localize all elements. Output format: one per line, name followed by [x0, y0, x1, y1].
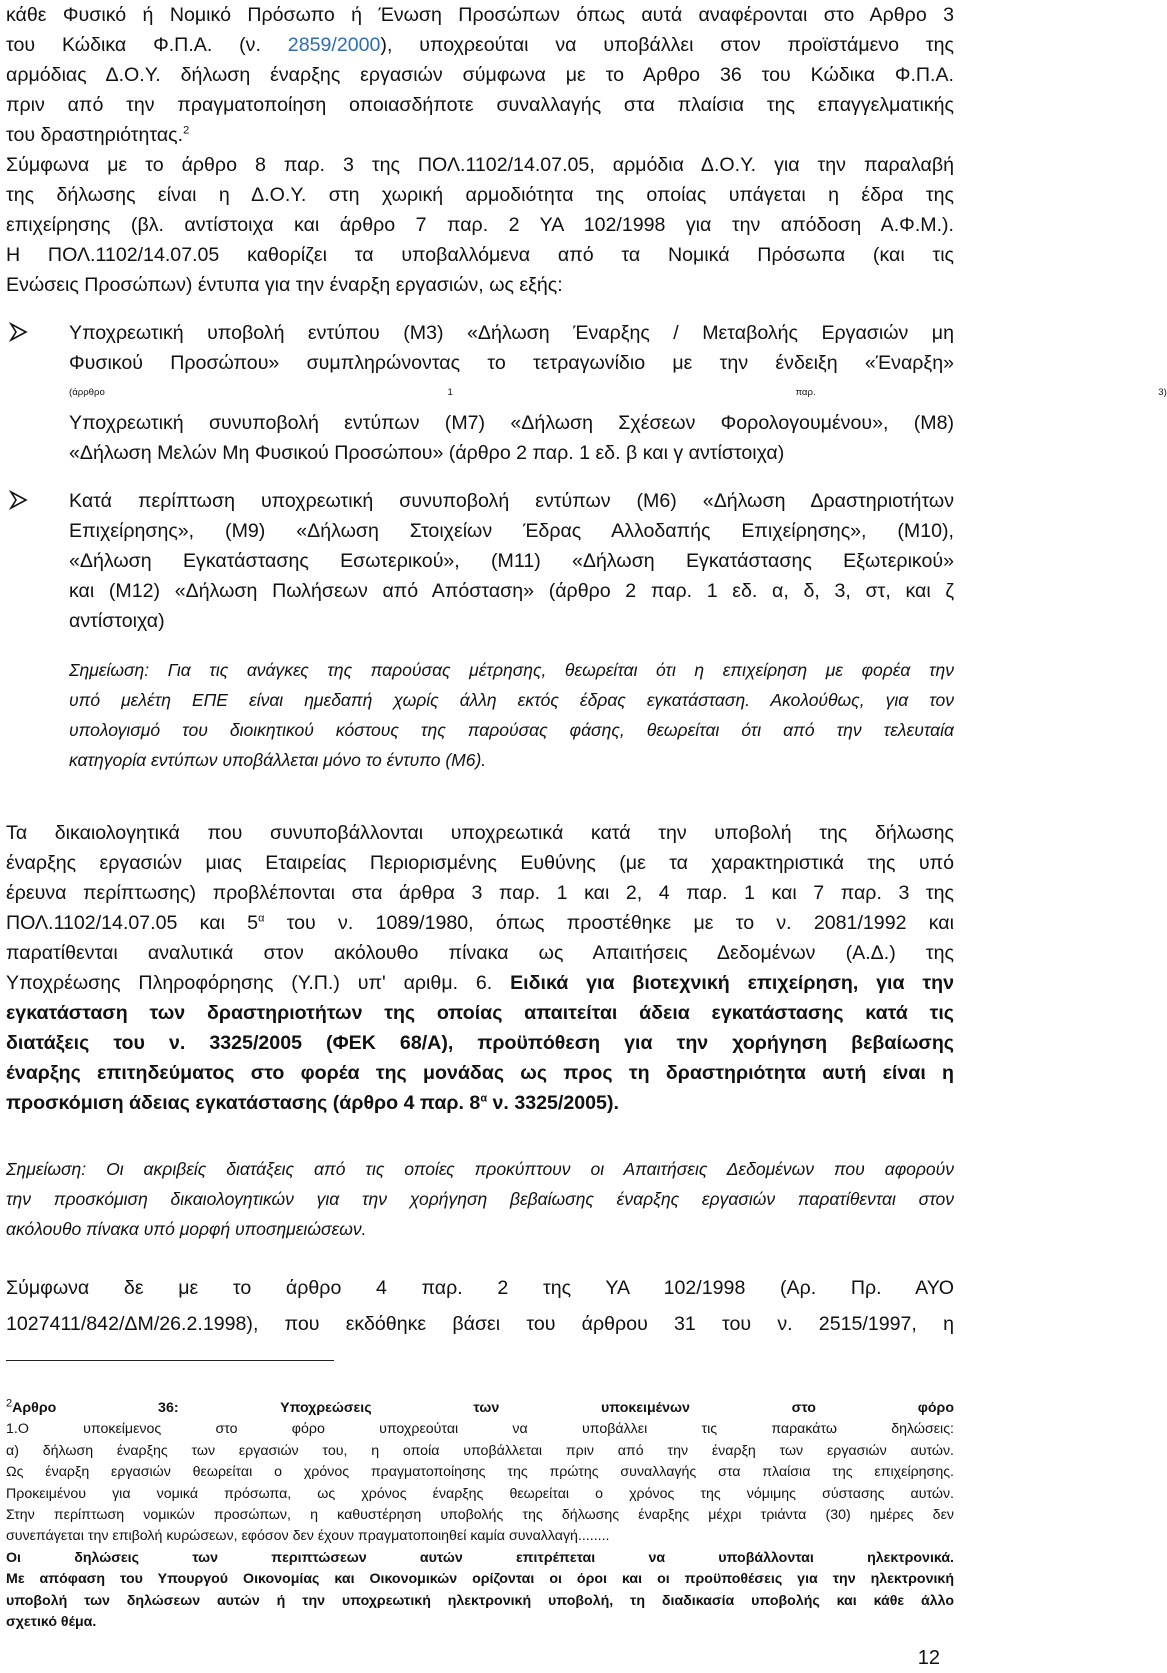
footnote-separator: [6, 1360, 334, 1361]
bullet2-line-5: αντίστοιχα): [69, 610, 165, 632]
footnote-line-3: Ως έναρξη εργασιών θεωρείται ο χρόνος πραγματοποίησης της πρώτης συναλλαγής στα πλαίσια της επιχείρησης.: [6, 1464, 954, 1481]
intro-line-4: πριν από την πραγματοποίηση οποιασδήποτε συναλλαγής στα πλαίσια της επαγγελματικής: [6, 94, 954, 116]
para2-line-1: Τα δικαιολογητικά που συνυποβάλλονται υποχρεωτικά κατά την υποβολή της δήλωσης: [6, 822, 954, 844]
footnote-line-4: Προκειμένου για νομικά πρόσωπα, ως χρόνος έναρξης θεωρείται ο χρόνος της νόμιμης σύστασης αυτών.: [6, 1485, 954, 1502]
footnote-ref[interactable]: 2: [183, 124, 190, 137]
bullet-item: [6, 486, 954, 636]
intro-line-1: κάθε Φυσικό ή Νομικό Πρόσωπο ή Ένωση Προσώπων όπως αυτά αναφέρονται στο Αρθρο 3: [6, 4, 954, 26]
bullet1-line-4: Υποχρεωτική συνυποβολή εντύπων (Μ7) «Δήλωση Σχέσεων Φορολογουμένου», (Μ8): [69, 412, 954, 434]
intro-line-9: Η ΠΟΛ.1102/14.07.05 καθορίζει τα υποβαλλόμενα από τα Νομικά Πρόσωπα (και τις: [6, 244, 954, 266]
law-link[interactable]: 2859/2000: [287, 34, 381, 56]
footnote-line-9: υποβολή των δηλώσεων αυτών ή την υποχρεωτική ηλεκτρονική υποβολή, τη διαδικασία υποβολής και κάθε άλλο: [6, 1592, 954, 1609]
para3-line-1: Σύμφωνα δε με το άρθρο 4 παρ. 2 της ΥΑ 102/1998 (Αρ. Πρ. ΑΥΟ: [6, 1277, 954, 1299]
intro-line-10: Ενώσεις Προσώπων) έντυπα για την έναρξη εργασιών, ως εξής:: [6, 274, 563, 296]
footnote-line-6: συνεπάγεται την επιβολή κυρώσεων, εφόσον δεν έχουν πραγματοποιηθεί καμία συναλλαγή........: [6, 1528, 610, 1545]
footnote-line-10: σχετικό θέμα.: [6, 1614, 97, 1631]
footnote-line-5: Στην περίπτωση νομικών προσώπων, η καθυστέρηση υποβολής της δήλωσης έναρξης μέχρι τριάντα (30) ημέρες δεν: [6, 1507, 954, 1524]
para3-line-2: 1027411/842/ΔΜ/26.2.1998), που εκδόθηκε βάσει του άρθρου 31 του ν. 2515/1997, η: [6, 1313, 954, 1335]
footnote: [6, 1398, 954, 1633]
arrow-bullet-icon: [9, 321, 29, 343]
bullet2-line-1: Κατά περίπτωση υποχρεωτική συνυποβολή εντύπων (Μ6) «Δήλωση Δραστηριοτήτων: [69, 490, 954, 512]
requirements-paragraph: [6, 818, 954, 1118]
bullet2-line-3: «Δήλωση Εγκατάστασης Εσωτερικού», (Μ11) «Δήλωση Εγκατάστασης Εξωτερικού»: [69, 550, 954, 572]
footnote-line-7: Οι δηλώσεις των περιπτώσεων αυτών επιτρέπεται να υποβάλλονται ηλεκτρονικά.: [6, 1549, 954, 1566]
para2-line-9: έναρξης επιτηδεύματος στο φορέα της μονάδας ως προς τη δραστηριότητα αυτή είναι η: [6, 1062, 954, 1084]
footnote-line-2: α) δήλωση έναρξης των εργασιών του, η οποία υποβάλλεται πριν από την έναρξη των εργασιών αυτών.: [6, 1442, 954, 1459]
intro-paragraph: [6, 0, 954, 300]
para2-line-5: παρατίθενται αναλυτικά στον ακόλουθο πίνακα ως Απαιτήσεις Δεδομένων (Α.Δ.) της: [6, 942, 954, 964]
bullet-item: [6, 318, 1167, 468]
intro-line-5: του δραστηριότητας.$^2$: [6, 124, 190, 146]
bullet1-line-2: Φυσικού Προσώπου» συμπληρώνοντας το τετραγωνίδιο με την ένδειξη «Έναρξη»: [69, 352, 954, 374]
note2-line-2: την προσκόμιση δικαιολογητικών για την χορήγηση βεβαίωσης έναρξης εργασιών παρατίθενται στον: [6, 1189, 954, 1209]
para2-line-10: προσκόμιση άδειας εγκατάστασης (άρθρο 4 παρ. $8^\alpha$ ν. 3325/2005).: [6, 1092, 619, 1114]
note-block: [6, 655, 954, 775]
bullet1-line-3-text: (άρρθρο 1 παρ. 3): [69, 387, 1167, 398]
intro-line-6: Σύμφωνα με το άρθρο 8 παρ. 3 της ΠΟΛ.1102/14.07.05, αρμόδια Δ.Ο.Υ. για την παραλαβή: [6, 154, 954, 176]
note2-line-1: Σημείωση: Οι ακριβείς διατάξεις από τις οποίες προκύπτουν οι Απαιτήσεις Δεδομένων που αφορούν: [6, 1159, 954, 1179]
page-number: 12: [917, 1647, 940, 1669]
para2-line-8: διατάξεις του ν. 3325/2005 (ΦΕΚ 68/Α), προϋπόθεση για την χορήγηση βεβαίωσης: [6, 1032, 954, 1054]
intro-line-8: επιχείρησης (βλ. αντίστοιχα και άρθρο 7 παρ. 2 ΥΑ 102/1998 για την απόδοση Α.Φ.Μ.).: [6, 214, 954, 236]
article-paragraph: [6, 1270, 954, 1342]
bullet2-line-2: Επιχείρησης», (Μ9) «Δήλωση Στοιχείων Έδρας Αλλοδαπής Επιχείρησης», (Μ10),: [69, 520, 954, 542]
footnote-title: $^2$Αρθρο 36: Υποχρεώσεις των υποκειμένων στο φόρο: [6, 1397, 954, 1416]
note-block: [6, 1154, 954, 1244]
bullet1-line-5: «Δήλωση Μελών Μη Φυσικού Προσώπου» (άρθρο 2 παρ. 1 εδ. β και γ αντίστοιχα): [69, 442, 785, 464]
footnote-line-1: 1.Ο υποκείμενος στο φόρο υποχρεούται να υποβάλλει τις παρακάτω δηλώσεις:: [6, 1421, 954, 1438]
para2-line-3: έρευνα περίπτωσης) προβλέπονται στα άρθρα 3 παρ. 1 και 2, 4 παρ. 1 και 7 παρ. 3 της: [6, 882, 954, 904]
para2-line-6: Υποχρέωσης Πληροφόρησης (Υ.Π.) υπ' αριθμ. 6. Ειδικά για βιοτεχνική επιχείρηση, για την: [6, 972, 954, 994]
intro-line-3: αρμόδιας Δ.Ο.Υ. δήλωση έναρξης εργασιών σύμφωνα με το Αρθρο 36 του Κώδικα Φ.Π.Α.: [6, 64, 954, 86]
note1-line-1: Σημείωση: Για τις ανάγκες της παρούσας μέτρησης, θεωρείται ότι η επιχείρηση με φορέα την: [69, 660, 954, 680]
arrow-bullet-icon: [9, 489, 29, 511]
para2-line-7: εγκατάσταση των δραστηριοτήτων της οποίας απαιτείται άδεια εγκατάστασης κατά τις: [6, 1002, 954, 1024]
intro-line-7: της δήλωσης είναι η Δ.Ο.Υ. στη χωρική αρμοδιότητα της οποίας υπάγεται η έδρα της: [6, 184, 954, 206]
footnote-line-8: Με απόφαση του Υπουργού Οικονομίας και Οικονομικών ορίζονται οι όροι και οι προϋποθέσεις για την ηλεκτρονική: [6, 1571, 954, 1588]
note1-line-3: υπολογισμό του διοικητικού κόστους της παρούσας φάσης, θεωρείται ότι από την τελευταία: [69, 720, 954, 740]
bullet1-line-3: [69, 378, 1167, 408]
intro-line-2: του Κώδικα Φ.Π.Α. (ν. 2859/2000), υποχρεούται να υποβάλλει στον προϊστάμενο της: [6, 34, 954, 56]
note2-line-3: ακόλουθο πίνακα υπό μορφή υποσημειώσεων.: [6, 1219, 367, 1239]
para2-line-2: έναρξης εργασιών μιας Εταιρείας Περιορισμένης Ευθύνης (με τα χαρακτηριστικά της υπό: [6, 852, 954, 874]
note1-line-4: κατηγορία εντύπων υποβάλλεται μόνο το έντυπο (Μ6).: [69, 750, 487, 770]
para2-line-4: ΠΟΛ.1102/14.07.05 και $5^\alpha$ του ν. 1089/1980, όπως προστέθηκε με το ν. 2081/1992 και: [6, 912, 954, 934]
bullet1-line-1: Υποχρεωτική υποβολή εντύπου (Μ3) «Δήλωση Έναρξης / Μεταβολής Εργασιών μη: [69, 322, 954, 344]
bullet2-line-4: και (Μ12) «Δήλωση Πωλήσεων από Απόσταση» (άρθρο 2 παρ. 1 εδ. α, δ, 3, στ, και ζ: [69, 580, 954, 602]
note1-line-2: υπό μελέτη ΕΠΕ είναι ημεδαπή χωρίς άλλη εκτός έδρας εγκατάσταση. Ακολούθως, για τον: [69, 690, 954, 710]
